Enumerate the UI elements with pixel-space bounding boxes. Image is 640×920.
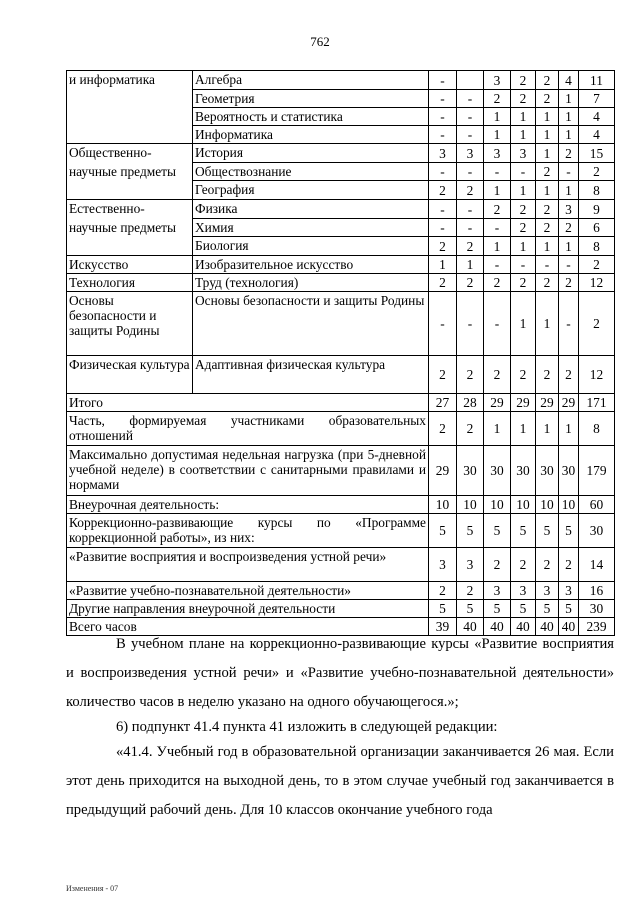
hours-cell: - [429,292,457,356]
hours-cell: 1 [536,181,559,200]
hours-cell: 2 [559,548,579,582]
hours-cell: 14 [579,548,615,582]
subject-cell: Физика [193,200,429,219]
hours-cell: 1 [457,256,484,274]
hours-cell: 7 [579,90,615,108]
hours-cell: 5 [536,514,559,548]
subject-cell: Биология [193,237,429,256]
hours-cell: 5 [429,514,457,548]
summary-row [67,496,615,514]
hours-cell: 239 [579,618,615,636]
hours-cell: 4 [579,126,615,144]
summary-row [67,600,615,618]
hours-cell: 2 [429,582,457,600]
hours-cell: 1 [511,181,536,200]
hours-cell: - [429,163,457,181]
summary-row [67,446,615,496]
hours-cell: 10 [484,496,511,514]
hours-cell: 5 [457,600,484,618]
hours-cell: - [511,163,536,181]
hours-cell: 3 [484,582,511,600]
hours-cell: - [457,292,484,356]
hours-cell: 10 [457,496,484,514]
subject-cell: Химия [193,219,429,237]
hours-cell: 1 [511,126,536,144]
hours-cell: 3 [429,548,457,582]
table-row [67,181,615,200]
hours-cell: 2 [484,200,511,219]
hours-cell: 2 [559,274,579,292]
hours-cell: - [457,200,484,219]
hours-cell: - [457,163,484,181]
hours-cell: - [484,219,511,237]
hours-cell: - [457,219,484,237]
hours-cell: 2 [511,200,536,219]
hours-cell: 1 [511,292,536,356]
hours-cell: 2 [457,582,484,600]
hours-cell: 29 [559,394,579,412]
hours-cell: 1 [559,237,579,256]
table-row [67,163,615,181]
hours-cell: 4 [559,71,579,90]
summary-label: «Развитие восприятия и воспроизведения устной речи» [67,548,429,582]
hours-cell: 4 [579,108,615,126]
hours-cell: 2 [511,548,536,582]
table-row [67,90,615,108]
table-row [67,126,615,144]
hours-cell: 1 [484,126,511,144]
hours-cell: 1 [484,181,511,200]
summary-label: Итого [67,394,429,412]
hours-cell: 2 [536,71,559,90]
table-row [67,144,615,163]
page-number: 762 [310,34,330,49]
summary-row [67,394,615,412]
hours-cell: 5 [559,514,579,548]
hours-cell: 5 [559,600,579,618]
hours-cell: 1 [536,412,559,446]
hours-cell: - [457,90,484,108]
subject-cell: Адаптивная физическая культура [193,356,429,394]
table-row [67,256,615,274]
hours-cell: 3 [511,144,536,163]
table-row [67,356,615,394]
hours-cell: 2 [511,356,536,394]
hours-cell: 10 [511,496,536,514]
area-cell: Общественно- [67,144,193,163]
area-cell: Естественно- [67,200,193,219]
hours-cell: 30 [511,446,536,496]
summary-label: Часть, формируемая участниками образовательных отношений [67,412,429,446]
subject-cell: Труд (технология) [193,274,429,292]
hours-cell: 1 [511,108,536,126]
hours-cell: 1 [559,181,579,200]
hours-cell: 1 [536,126,559,144]
hours-cell: - [429,90,457,108]
hours-cell: - [559,292,579,356]
hours-cell: - [429,219,457,237]
hours-cell: 9 [579,200,615,219]
hours-cell: 3 [536,582,559,600]
table-row [67,200,615,219]
hours-cell: 2 [536,548,559,582]
footer-note: Изменения - 07 [66,884,119,893]
hours-cell: 3 [511,582,536,600]
hours-cell: 27 [429,394,457,412]
summary-label: «Развитие учебно-познавательной деятельности» [67,582,429,600]
hours-cell: 40 [484,618,511,636]
hours-cell: - [457,108,484,126]
hours-cell: 29 [536,394,559,412]
hours-cell: 2 [429,181,457,200]
hours-cell: 28 [457,394,484,412]
hours-cell: 5 [457,514,484,548]
hours-cell: 40 [536,618,559,636]
hours-cell: 10 [559,496,579,514]
hours-cell: 2 [511,274,536,292]
hours-cell: 2 [457,237,484,256]
hours-cell: - [484,256,511,274]
hours-cell: 2 [484,274,511,292]
table-row [67,237,615,256]
hours-cell: 10 [536,496,559,514]
hours-cell: - [429,126,457,144]
table-row [67,292,615,356]
hours-cell: 1 [536,292,559,356]
hours-cell: 2 [457,274,484,292]
hours-cell: 40 [559,618,579,636]
subject-cell: Изобразительное искусство [193,256,429,274]
hours-cell: - [429,200,457,219]
hours-cell: 2 [579,163,615,181]
hours-cell: 2 [484,356,511,394]
table-row [67,274,615,292]
hours-cell: 1 [429,256,457,274]
hours-cell: 5 [484,514,511,548]
area-cell [67,90,193,108]
hours-cell: 3 [559,582,579,600]
hours-cell: 2 [457,412,484,446]
hours-cell: 2 [579,256,615,274]
summary-row [67,548,615,582]
hours-cell: 16 [579,582,615,600]
hours-cell: 2 [536,200,559,219]
hours-cell: 2 [484,90,511,108]
summary-label: Внеурочная деятельность: [67,496,429,514]
hours-cell: 3 [429,144,457,163]
hours-cell: 1 [484,412,511,446]
hours-cell: 8 [579,412,615,446]
summary-row [67,412,615,446]
hours-cell: 2 [559,144,579,163]
hours-cell: 2 [484,548,511,582]
hours-cell: 2 [429,237,457,256]
hours-cell: 1 [559,412,579,446]
hours-cell: 30 [484,446,511,496]
hours-cell: 1 [559,108,579,126]
hours-cell: - [429,108,457,126]
hours-cell: 5 [536,600,559,618]
hours-cell: 40 [457,618,484,636]
hours-cell: 30 [579,514,615,548]
area-cell: Физическая культура [67,356,193,394]
summary-row [67,514,615,548]
hours-cell [457,71,484,90]
area-cell: научные предметы [67,219,193,237]
hours-cell: 1 [559,90,579,108]
summary-label: Максимально допустимая недельная нагрузка (при 5-дневной учебной неделе) в соответствии с санитарными правилами и нормами [67,446,429,496]
hours-cell: 3 [484,144,511,163]
hours-cell: 5 [511,514,536,548]
hours-cell: 3 [457,144,484,163]
hours-cell: 1 [511,237,536,256]
hours-cell: 3 [457,548,484,582]
hours-cell: 29 [429,446,457,496]
area-cell: Искусство [67,256,193,274]
hours-cell: 15 [579,144,615,163]
curriculum-table [66,70,615,636]
paragraph-item-6: 6) подпункт 41.4 пункта 41 изложить в следующей редакции: [116,719,498,735]
area-cell: научные предметы [67,163,193,181]
hours-cell: - [429,71,457,90]
hours-cell: 40 [511,618,536,636]
hours-cell: 5 [511,600,536,618]
hours-cell: 39 [429,618,457,636]
hours-cell: 2 [536,274,559,292]
area-cell [67,126,193,144]
hours-cell: 2 [536,356,559,394]
hours-cell: 29 [511,394,536,412]
hours-cell: 2 [429,274,457,292]
hours-cell: - [484,163,511,181]
hours-cell: 30 [457,446,484,496]
hours-cell: 2 [511,71,536,90]
subject-cell: География [193,181,429,200]
summary-label: Всего часов [67,618,429,636]
subject-cell: История [193,144,429,163]
subject-cell: Геометрия [193,90,429,108]
hours-cell: 2 [559,219,579,237]
hours-cell: 2 [579,292,615,356]
summary-label: Другие направления внеурочной деятельности [67,600,429,618]
hours-cell: 1 [511,412,536,446]
hours-cell: 5 [484,600,511,618]
area-cell: Технология [67,274,193,292]
hours-cell: - [559,256,579,274]
hours-cell: 6 [579,219,615,237]
hours-cell: 179 [579,446,615,496]
hours-cell: 2 [536,90,559,108]
paragraph-41-4: «41.4. Учебный год в образовательной организации заканчивается 26 мая. Если этот день приходится на выходной день, то в этом случае учебный год заканчивается в предыдущий рабочий день. Для 10 классов окончание учебного года [66,744,614,818]
subject-cell: Основы безопасности и защиты Родины [193,292,429,356]
hours-cell: 8 [579,181,615,200]
hours-cell: 2 [536,163,559,181]
summary-label: Коррекционно-развивающие курсы по «Программе коррекционной работы», из них: [67,514,429,548]
hours-cell: 11 [579,71,615,90]
hours-cell: - [484,292,511,356]
hours-cell: 1 [484,108,511,126]
subject-cell: Информатика [193,126,429,144]
area-cell [67,181,193,200]
hours-cell: 2 [511,219,536,237]
hours-cell: 10 [429,496,457,514]
hours-cell: 2 [429,356,457,394]
table-row [67,219,615,237]
hours-cell: 12 [579,274,615,292]
hours-cell: 8 [579,237,615,256]
hours-cell: 30 [579,600,615,618]
hours-cell: - [457,126,484,144]
hours-cell: 1 [484,237,511,256]
area-cell [67,108,193,126]
hours-cell: 12 [579,356,615,394]
hours-cell: - [559,163,579,181]
hours-cell: 2 [457,356,484,394]
hours-cell: 171 [579,394,615,412]
hours-cell: - [536,256,559,274]
hours-cell: 2 [429,412,457,446]
hours-cell: 60 [579,496,615,514]
paragraph-note: В учебном плане на коррекционно-развивающие курсы «Развитие восприятия и воспроизведения устной речи» и «Развитие учебно-познавательной деятельности» количество часов в неделю указано на одного обучающегося.»; [66,636,614,710]
table-row [67,108,615,126]
hours-cell: 30 [536,446,559,496]
hours-cell: 29 [484,394,511,412]
table-row [67,71,615,90]
hours-cell: 2 [559,356,579,394]
subject-cell: Вероятность и статистика [193,108,429,126]
hours-cell: 2 [511,90,536,108]
area-cell: и информатика [67,71,193,90]
subject-cell: Обществознание [193,163,429,181]
hours-cell: 2 [536,219,559,237]
hours-cell: 3 [559,200,579,219]
hours-cell: 1 [559,126,579,144]
hours-cell: 30 [559,446,579,496]
area-cell [67,237,193,256]
hours-cell: 1 [536,237,559,256]
hours-cell: - [511,256,536,274]
summary-row [67,582,615,600]
area-cell: Основы безопасности и защиты Родины [67,292,193,356]
hours-cell: 3 [484,71,511,90]
hours-cell: 2 [457,181,484,200]
subject-cell: Алгебра [193,71,429,90]
hours-cell: 1 [536,144,559,163]
hours-cell: 5 [429,600,457,618]
hours-cell: 1 [536,108,559,126]
